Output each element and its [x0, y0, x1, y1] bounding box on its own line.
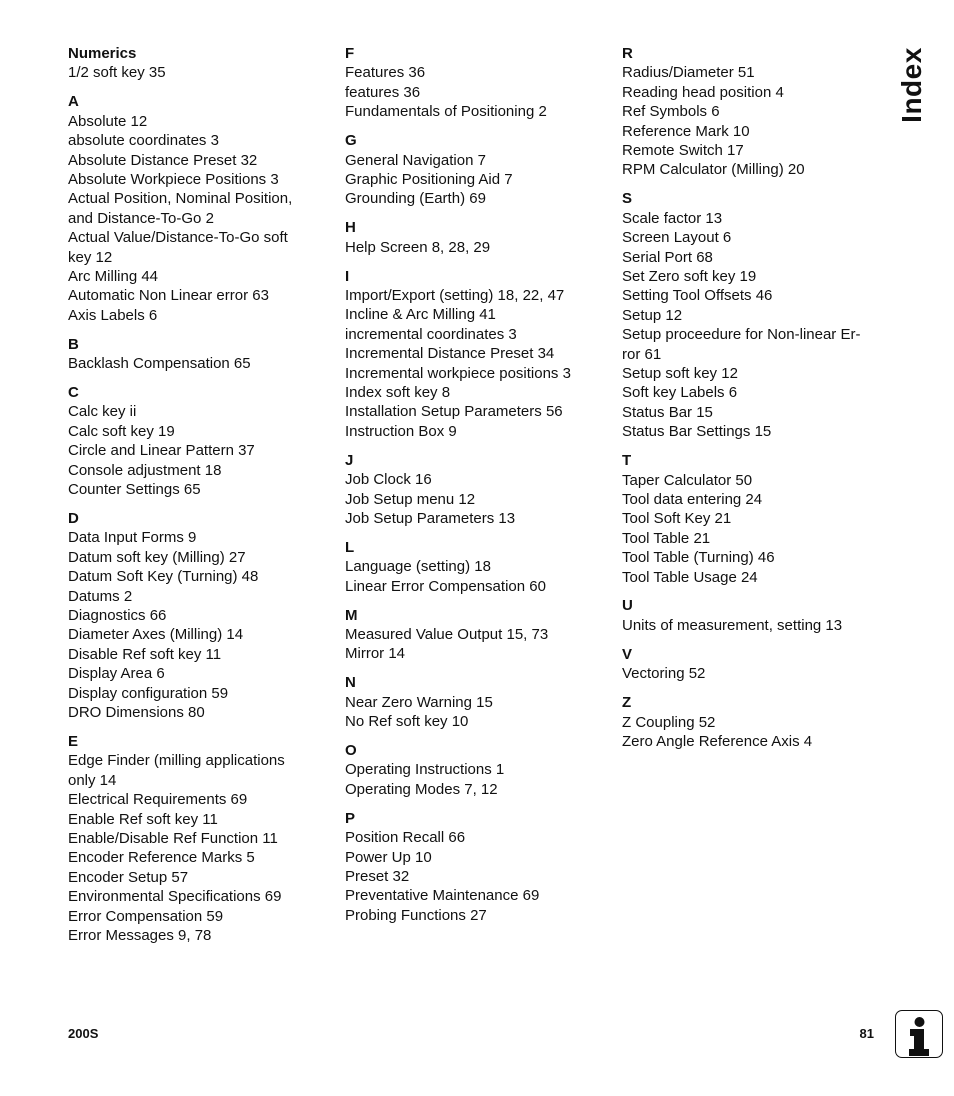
index-section	[345, 741, 615, 799]
index-entry: Display Area 6	[68, 665, 165, 683]
section-heading: M	[345, 606, 358, 624]
index-entry: Mirror 14	[345, 645, 406, 663]
index-entry: DRO Dimensions 80	[68, 704, 205, 721]
index-entry: Installation Setup Parameters 56	[345, 403, 563, 421]
index-entry: Tool Soft Key 21	[622, 510, 732, 528]
index-entry: only 14	[68, 771, 117, 789]
index-column-1	[68, 44, 338, 955]
index-entry: Arc Milling 44	[68, 267, 159, 285]
index-entry: Radius/Diameter 51	[622, 64, 755, 82]
index-entry: Calc soft key 19	[68, 422, 175, 440]
index-entry: Near Zero Warning 15	[345, 693, 493, 711]
section-heading: J	[345, 451, 354, 469]
index-section	[622, 189, 884, 441]
index-entry: Enable Ref soft key 11	[68, 810, 218, 828]
index-entry: Operating Modes 7, 12	[345, 780, 498, 798]
index-entry: Position Recall 66	[345, 829, 466, 847]
section-heading: L	[345, 538, 355, 556]
index-entry: features 36	[345, 83, 421, 101]
index-entry: Circle and Linear Pattern 37	[68, 442, 255, 460]
section-heading: Numerics	[68, 45, 137, 62]
index-section	[622, 693, 884, 751]
index-entry: absolute coordinates 3	[68, 132, 219, 150]
index-entry: Error Compensation 59	[68, 907, 224, 925]
index-entry: ror 61	[622, 345, 662, 363]
section-heading: A	[68, 93, 79, 111]
index-entry: Backlash Compensation 65	[68, 355, 251, 373]
index-entry: Setup soft key 12	[622, 365, 738, 382]
index-section	[345, 218, 615, 257]
index-entry: Environmental Specifications 69	[68, 888, 282, 906]
index-entry: Operating Instructions 1	[345, 761, 505, 779]
index-entry: Setting Tool Offsets 46	[622, 287, 773, 305]
index-column-3	[622, 44, 884, 761]
index-entry: Status Bar 15	[622, 403, 713, 421]
index-entry: No Ref soft key 10	[345, 713, 469, 731]
index-entry: Tool Table 21	[622, 529, 711, 547]
index-entry: Language (setting) 18	[345, 558, 491, 576]
index-section	[345, 538, 615, 596]
index-entry: Disable Ref soft key 11	[68, 645, 222, 663]
index-entry: Electrical Requirements 69	[68, 791, 248, 809]
index-section	[345, 606, 615, 664]
index-entry: Ref Symbols 6	[622, 103, 720, 121]
index-entry: Status Bar Settings 15	[622, 423, 772, 441]
index-entry: Linear Error Compensation 60	[345, 577, 546, 595]
index-entry: Setup proceedure for Non-linear Er-	[622, 326, 861, 344]
section-heading: H	[345, 219, 356, 237]
index-entry: 1/2 soft key 35	[68, 64, 166, 82]
index-entry: Graphic Positioning Aid 7	[345, 170, 513, 188]
index-entry: Reading head position 4	[622, 83, 784, 101]
index-entry: Job Setup Parameters 13	[345, 509, 516, 527]
index-section	[622, 44, 884, 180]
section-heading: V	[622, 645, 633, 663]
index-section	[345, 673, 615, 731]
index-section	[622, 645, 884, 684]
index-entry: Vectoring 52	[622, 665, 706, 683]
index-entry: RPM Calculator (Milling) 20	[622, 161, 805, 179]
index-entry: Units of measurement, setting 13	[622, 616, 843, 634]
index-entry: Instruction Box 9	[345, 422, 457, 440]
section-heading: S	[622, 190, 633, 208]
index-column-2	[345, 44, 615, 935]
index-entry: Encoder Reference Marks 5	[68, 849, 255, 867]
index-entry: Incline & Arc Milling 41	[345, 306, 496, 324]
index-entry: Job Clock 16	[345, 471, 432, 489]
index-entry: Z Coupling 52	[622, 713, 716, 731]
index-section	[68, 383, 338, 499]
index-entry: Actual Position, Nominal Position,	[68, 190, 293, 208]
index-entry: Absolute 12	[68, 112, 148, 130]
index-section	[345, 267, 615, 442]
footer-model: 200S	[68, 1026, 99, 1041]
section-heading: N	[345, 674, 356, 692]
section-heading: Z	[622, 694, 632, 712]
section-heading: T	[622, 452, 632, 470]
index-section	[622, 596, 884, 635]
index-entry: Enable/Disable Ref Function 11	[68, 829, 278, 847]
index-section	[345, 44, 615, 122]
index-entry: Automatic Non Linear error 63	[68, 287, 269, 305]
index-entry: Absolute Workpiece Positions 3	[68, 170, 279, 188]
section-heading: D	[68, 509, 79, 527]
section-heading: E	[68, 732, 79, 750]
side-title	[892, 45, 932, 125]
index-section	[68, 44, 338, 83]
index-entry: Reference Mark 10	[622, 122, 750, 140]
section-heading: O	[345, 742, 357, 759]
index-entry: Setup 12	[622, 306, 683, 324]
index-entry: Features 36	[345, 64, 426, 82]
index-entry: Incremental Distance Preset 34	[345, 345, 555, 363]
index-entry: Display configuration 59	[68, 684, 229, 702]
index-entry: Actual Value/Distance-To-Go soft	[68, 229, 288, 247]
index-entry: Grounding (Earth) 69	[345, 190, 486, 208]
index-section	[622, 451, 884, 587]
section-heading: I	[345, 267, 350, 285]
index-entry: Error Messages 9, 78	[68, 926, 212, 944]
index-entry: Edge Finder (milling applications	[68, 752, 285, 770]
index-section	[68, 92, 338, 325]
index-entry: Serial Port 68	[622, 248, 713, 266]
index-entry: Probing Functions 27	[345, 906, 487, 924]
index-entry: Encoder Setup 57	[68, 868, 189, 886]
index-entry: Screen Layout 6	[622, 229, 732, 247]
index-entry: Remote Switch 17	[622, 142, 744, 160]
index-entry: Scale factor 13	[622, 209, 723, 227]
section-heading: P	[345, 809, 356, 827]
index-entry: Soft key Labels 6	[622, 384, 738, 402]
info-icon	[895, 1010, 943, 1058]
index-entry: Axis Labels 6	[68, 306, 158, 324]
index-entry: Tool Table Usage 24	[622, 568, 758, 586]
index-entry: Set Zero soft key 19	[622, 267, 757, 285]
index-entry: Fundamentals of Positioning 2	[345, 103, 547, 121]
index-section	[345, 131, 615, 209]
index-section	[345, 451, 615, 529]
index-entry: Preset 32	[345, 867, 410, 885]
index-section	[68, 335, 338, 374]
index-entry: Tool data entering 24	[622, 490, 763, 508]
index-entry: Incremental workpiece positions 3	[345, 364, 571, 382]
index-entry: Counter Settings 65	[68, 481, 201, 499]
index-entry: key 12	[68, 248, 113, 266]
index-entry: Taper Calculator 50	[622, 471, 753, 489]
index-section	[68, 732, 338, 945]
index-entry: Console adjustment 18	[68, 461, 222, 479]
index-section	[68, 509, 338, 722]
index-entry: Absolute Distance Preset 32	[68, 151, 258, 169]
index-entry: Zero Angle Reference Axis 4	[622, 732, 813, 750]
index-entry: Import/Export (setting) 18, 22, 47	[345, 286, 565, 304]
section-heading: G	[345, 132, 357, 150]
section-heading: F	[345, 45, 355, 62]
index-entry: General Navigation 7	[345, 151, 486, 169]
index-entry: Index soft key 8	[345, 384, 451, 401]
index-entry: Calc key ii	[68, 403, 137, 421]
index-entry: Power Up 10	[345, 848, 432, 866]
page-number: 81	[859, 1026, 874, 1041]
index-section	[345, 809, 615, 925]
index-entry: incremental coordinates 3	[345, 325, 517, 343]
section-heading: U	[622, 597, 633, 615]
index-entry: Datums 2	[68, 587, 133, 605]
index-entry: Datum soft key (Milling) 27	[68, 548, 246, 566]
index-entry: Diameter Axes (Milling) 14	[68, 626, 244, 644]
index-entry: Datum Soft Key (Turning) 48	[68, 568, 259, 586]
index-entry: Diagnostics 66	[68, 606, 167, 624]
index-entry: Preventative Maintenance 69	[345, 887, 540, 905]
index-entry: Tool Table (Turning) 46	[622, 549, 775, 567]
index-entry: Job Setup menu 12	[345, 490, 476, 508]
section-heading: B	[68, 335, 79, 353]
section-heading: C	[68, 384, 79, 401]
index-entry: Help Screen 8, 28, 29	[345, 238, 491, 256]
section-heading: R	[622, 45, 633, 62]
index-entry: Data Input Forms 9	[68, 529, 197, 547]
index-entry: and Distance-To-Go 2	[68, 209, 214, 227]
index-entry: Measured Value Output 15, 73	[345, 625, 549, 643]
side-title-text: Index	[896, 47, 927, 123]
